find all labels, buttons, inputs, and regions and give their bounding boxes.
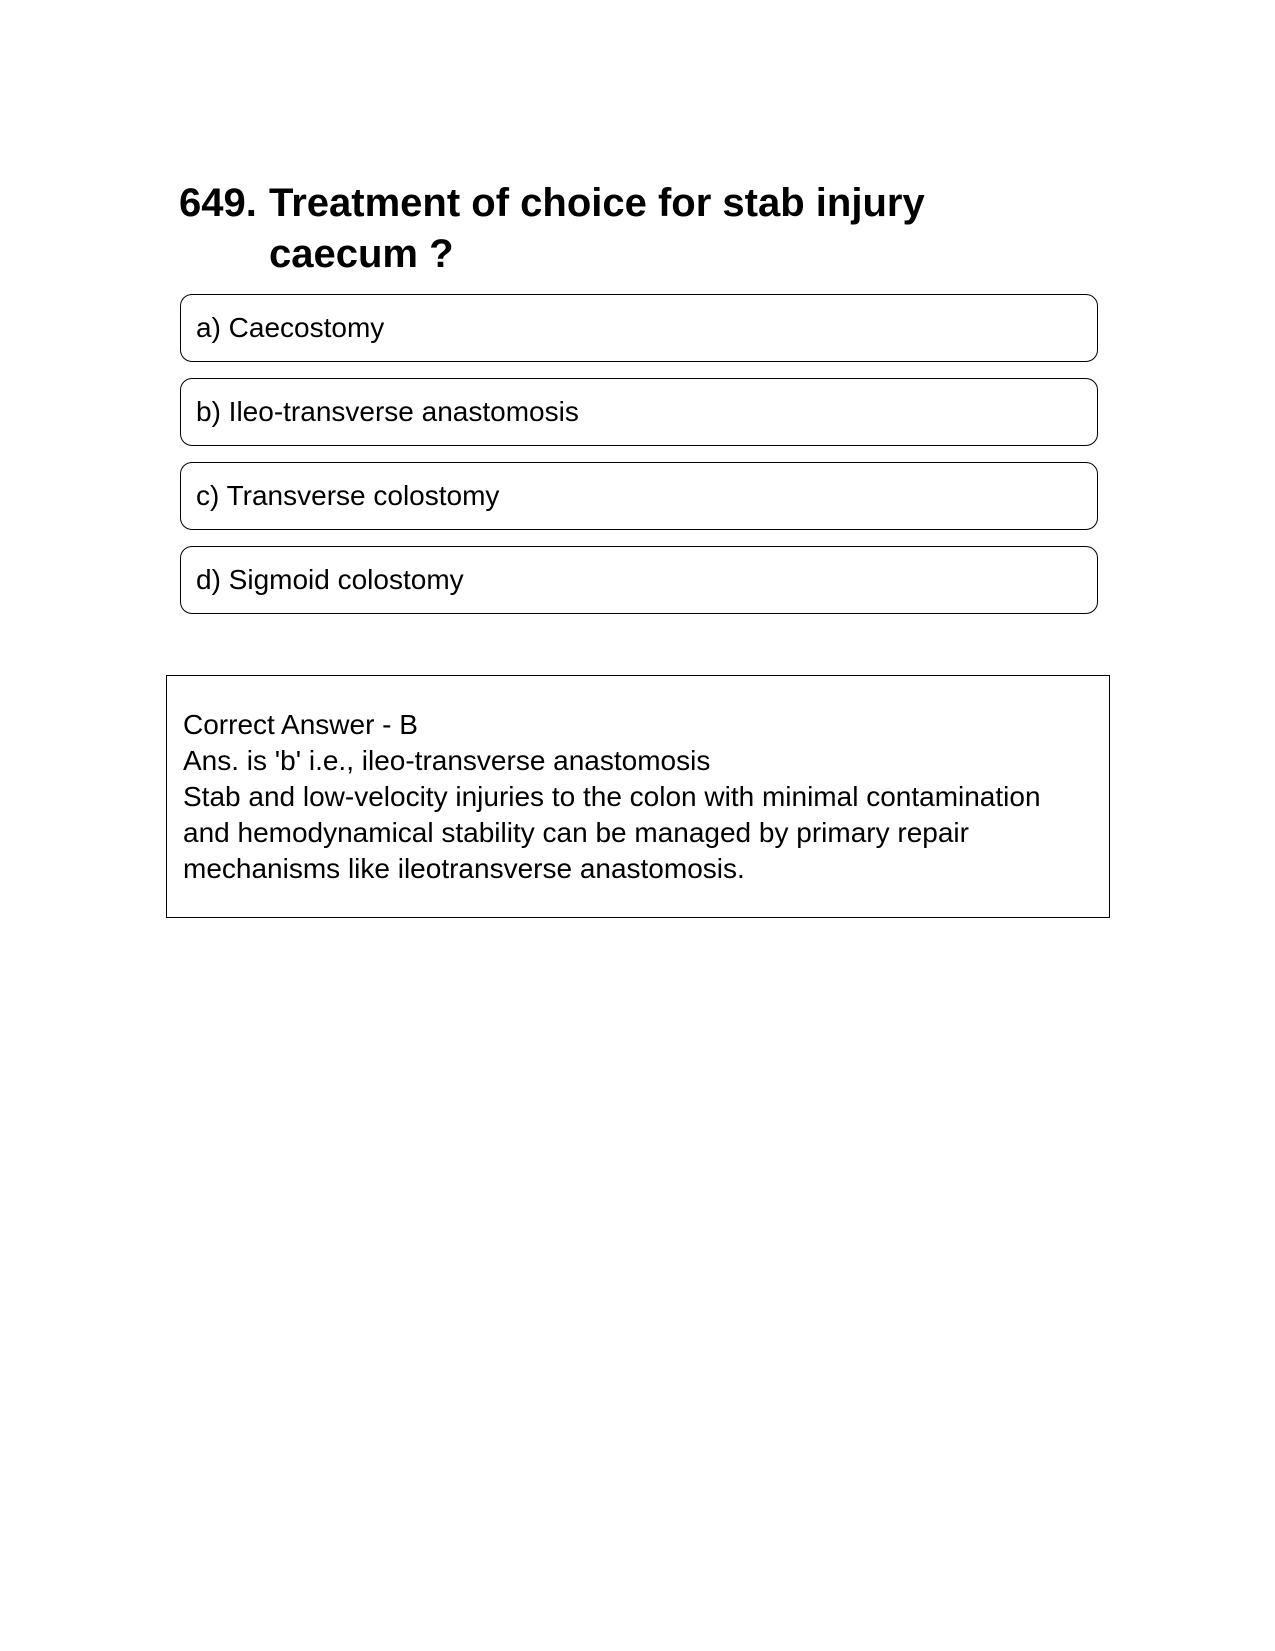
answer-box bbox=[166, 675, 1110, 918]
question-heading bbox=[179, 178, 1079, 280]
correct-answer: Correct Answer - B bbox=[183, 709, 418, 740]
option-b[interactable]: b) Ileo-transverse anastomosis bbox=[180, 378, 1098, 446]
options-list bbox=[180, 294, 1098, 630]
question-text: Treatment of choice for stab injury caecum ? bbox=[269, 181, 925, 276]
answer-explanation: Stab and low-velocity injuries to the colon with minimal contamination and hemodynamical stability can be managed by primary repair mechanisms like ileotransverse anastomosis. bbox=[183, 781, 1041, 884]
question-number: 649. bbox=[179, 181, 257, 225]
option-a[interactable]: a) Caecostomy bbox=[180, 294, 1098, 362]
option-c[interactable]: c) Transverse colostomy bbox=[180, 462, 1098, 530]
option-d[interactable]: d) Sigmoid colostomy bbox=[180, 546, 1098, 614]
answer-summary: Ans. is 'b' i.e., ileo-transverse anastomosis bbox=[183, 745, 711, 776]
